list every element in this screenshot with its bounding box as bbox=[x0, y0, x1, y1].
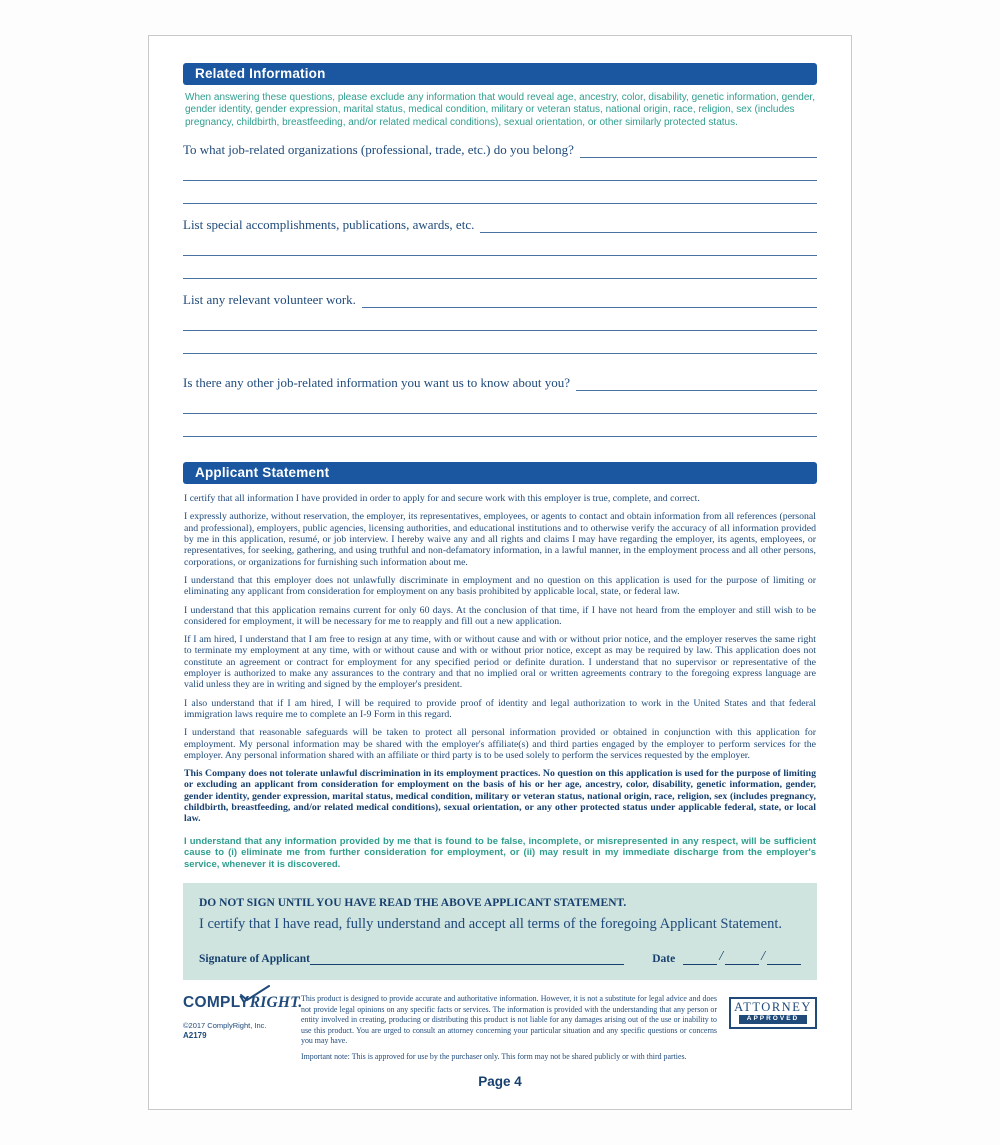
signature-label: Signature of Applicant bbox=[199, 953, 310, 966]
complyright-logo bbox=[183, 994, 303, 1012]
logo-swoosh-icon bbox=[239, 985, 273, 1001]
answer-line[interactable] bbox=[580, 143, 817, 158]
page-number: Page 4 bbox=[478, 1073, 522, 1089]
ruled-line[interactable] bbox=[183, 256, 817, 279]
do-not-sign-warning: DO NOT SIGN UNTIL YOU HAVE READ THE ABOVE APPLICANT STATEMENT. bbox=[199, 897, 627, 910]
related-information-header: Related Information bbox=[183, 63, 817, 85]
signature-line[interactable] bbox=[310, 951, 624, 965]
answer-line[interactable] bbox=[576, 376, 817, 391]
answer-line[interactable] bbox=[480, 218, 817, 233]
date-month-line[interactable] bbox=[683, 951, 717, 965]
ruled-line[interactable] bbox=[183, 331, 817, 354]
ruled-line[interactable] bbox=[183, 414, 817, 437]
important-note: Important note: This is approved for use by the purchaser only. This form may not be shared publicly or with third parties. bbox=[301, 1051, 687, 1061]
legal-disclaimer: This product is designed to provide accurate and authoritative information. However, it is not a substitute for legal advice and does not provide legal opinions on any specific facts or services. The information is provided with the understanding that any person or entity involved in creating, producing or distributing this product is not liable for any damages arising out of the use or inability to use this product. You are urged to consult an attorney concerning your particular situation and any specific questions or concerns you may have. bbox=[301, 994, 717, 1046]
related-information-intro: When answering these questions, please exclude any information that would reveal age, ancestry, color, disability, genetic information, gender, gender identity, gender expression, marital status, medical condition, military or veteran status, national origin, race, religion, sex (includes pregnancy, childbirth, breastfeeding, and/or related medical conditions), sexual orientation, or other similarly protected status. bbox=[185, 92, 815, 128]
answer-line[interactable] bbox=[362, 293, 817, 308]
applicant-statement-header: Applicant Statement bbox=[183, 462, 817, 484]
form-number: A2179 bbox=[183, 1031, 207, 1041]
ruled-line[interactable] bbox=[183, 391, 817, 414]
complyright-logo-block bbox=[183, 994, 303, 1041]
date-slash: / bbox=[719, 949, 724, 965]
signature-box bbox=[183, 883, 817, 980]
date-year-line[interactable] bbox=[767, 951, 801, 965]
statement-paragraph: If I am hired, I understand that I am free to resign at any time, with or without cause and with or without prior notice, and the employer reserves the same right to terminate my employment at any time, with or without cause and with or without prior notice, except as may be required by law. This application does not constitute an agreement or contract for employment for any specified period or definite duration. I understand that no supervisor or representative of the employer is authorized to make any assurances to the contrary and that no implied oral or written agreements contrary to the foregoing express language are valid unless they are in writing and signed by the employer's president. bbox=[184, 634, 816, 691]
statement-paragraph: I also understand that if I am hired, I will be required to provide proof of identity and legal authorization to work in the United States and that federal immigration laws require me to complete an I-9 Form in this regard. bbox=[184, 697, 816, 720]
statement-paragraph: I understand that this employer does not unlawfully discriminate in employment and no question on this application is used for the purpose of limiting or eliminating any applicant from consideration for employment on any basis prohibited by applicable local, state, or federal law. bbox=[184, 574, 816, 598]
question-block-volunteer bbox=[183, 293, 817, 354]
statement-paragraph-nondiscrimination: This Company does not tolerate unlawful discrimination in its employment practices. No question on this application is used for the purpose of limiting or excluding an applicant from consideration for employment on the basis of his or her age, ancestry, color, disability, genetic information, gender, gender identity, gender expression, marital status, medical condition, military or veteran status, national origin, race, religion, sex (includes pregnancy, childbirth, breastfeeding, and/or related medical conditions), sexual orientation, or any other protected status under applicable federal, state, or local law. bbox=[184, 768, 816, 825]
question-block-other-info bbox=[183, 376, 817, 437]
date-day-line[interactable] bbox=[725, 951, 759, 965]
question-label: List any relevant volunteer work. bbox=[183, 292, 356, 308]
date-label: Date bbox=[652, 953, 676, 966]
footer bbox=[183, 994, 817, 1062]
question-block-accomplishments bbox=[183, 218, 817, 279]
statement-paragraph-false-info-warning: I understand that any information provided by me that is found to be false, incomplete, or misrepresented in any respect, will be sufficient cause to (i) eliminate me from further consideration for employment, or (ii) may result in my immediate discharge from the employer's service, whenever it is discovered. bbox=[184, 835, 816, 870]
statement-paragraph: I understand that this application remains current for only 60 days. At the conclusion of that time, if I have not heard from the employer and still wish to be considered for employment, it will be necessary for me to reapply and fill out a new application. bbox=[184, 604, 816, 627]
logo-text-comply: COMPLY bbox=[183, 994, 250, 1012]
badge-approved-text: APPROVED bbox=[739, 1015, 808, 1025]
ruled-line[interactable] bbox=[183, 233, 817, 256]
logo-text-right: RIGHT. bbox=[249, 994, 303, 1012]
date-slash: / bbox=[761, 949, 765, 965]
question-block-organizations bbox=[183, 143, 817, 204]
application-form-page bbox=[148, 35, 852, 1110]
question-label: List special accomplishments, publications, awards, etc. bbox=[183, 217, 475, 233]
question-label: To what job-related organizations (professional, trade, etc.) do you belong? bbox=[183, 142, 574, 158]
certify-statement: I certify that I have read, fully understand and accept all terms of the foregoing Applicant Statement. bbox=[199, 916, 783, 933]
ruled-line[interactable] bbox=[183, 308, 817, 331]
statement-paragraph: I certify that all information I have provided in order to apply for and secure work with this employer is true, complete, and correct. bbox=[184, 493, 700, 505]
statement-paragraph: I understand that reasonable safeguards will be taken to protect all personal information provided or obtained in conjunction with this application for employment. My personal information may be shared with the employer's affiliate(s) and third parties engaged by the employer to perform services for the employer. Any personal information shared with an affiliate or third party is to be used solely to perform the services requested by the employer. bbox=[184, 727, 816, 761]
copyright-text: ©2017 ComplyRight, Inc. bbox=[183, 1021, 267, 1031]
question-label: Is there any other job-related information you want us to know about you? bbox=[183, 375, 571, 391]
attorney-approved-badge bbox=[729, 997, 817, 1029]
ruled-line[interactable] bbox=[183, 181, 817, 204]
legal-disclaimer-block bbox=[293, 994, 729, 1062]
ruled-line[interactable] bbox=[183, 158, 817, 181]
date-field bbox=[652, 949, 801, 965]
statement-paragraph: I expressly authorize, without reservation, the employer, its representatives, employees, or agents to contact and obtain information from all references (personal and professional), employers, public agencies, licensing authorities, and educational institutions and to otherwise verify the accuracy of all information provided by me in this application, resumé, or job interview. I hereby waive any and all rights and claims I may have regarding the employer, its agents, employees, or representatives, for seeking, gathering, and using truthful and non-defamatory information, in a lawful manner, in the employment process and all other persons, corporations, or organizations for furnishing such information about me. bbox=[184, 511, 816, 568]
badge-attorney-text: ATTORNEY bbox=[734, 1000, 812, 1015]
